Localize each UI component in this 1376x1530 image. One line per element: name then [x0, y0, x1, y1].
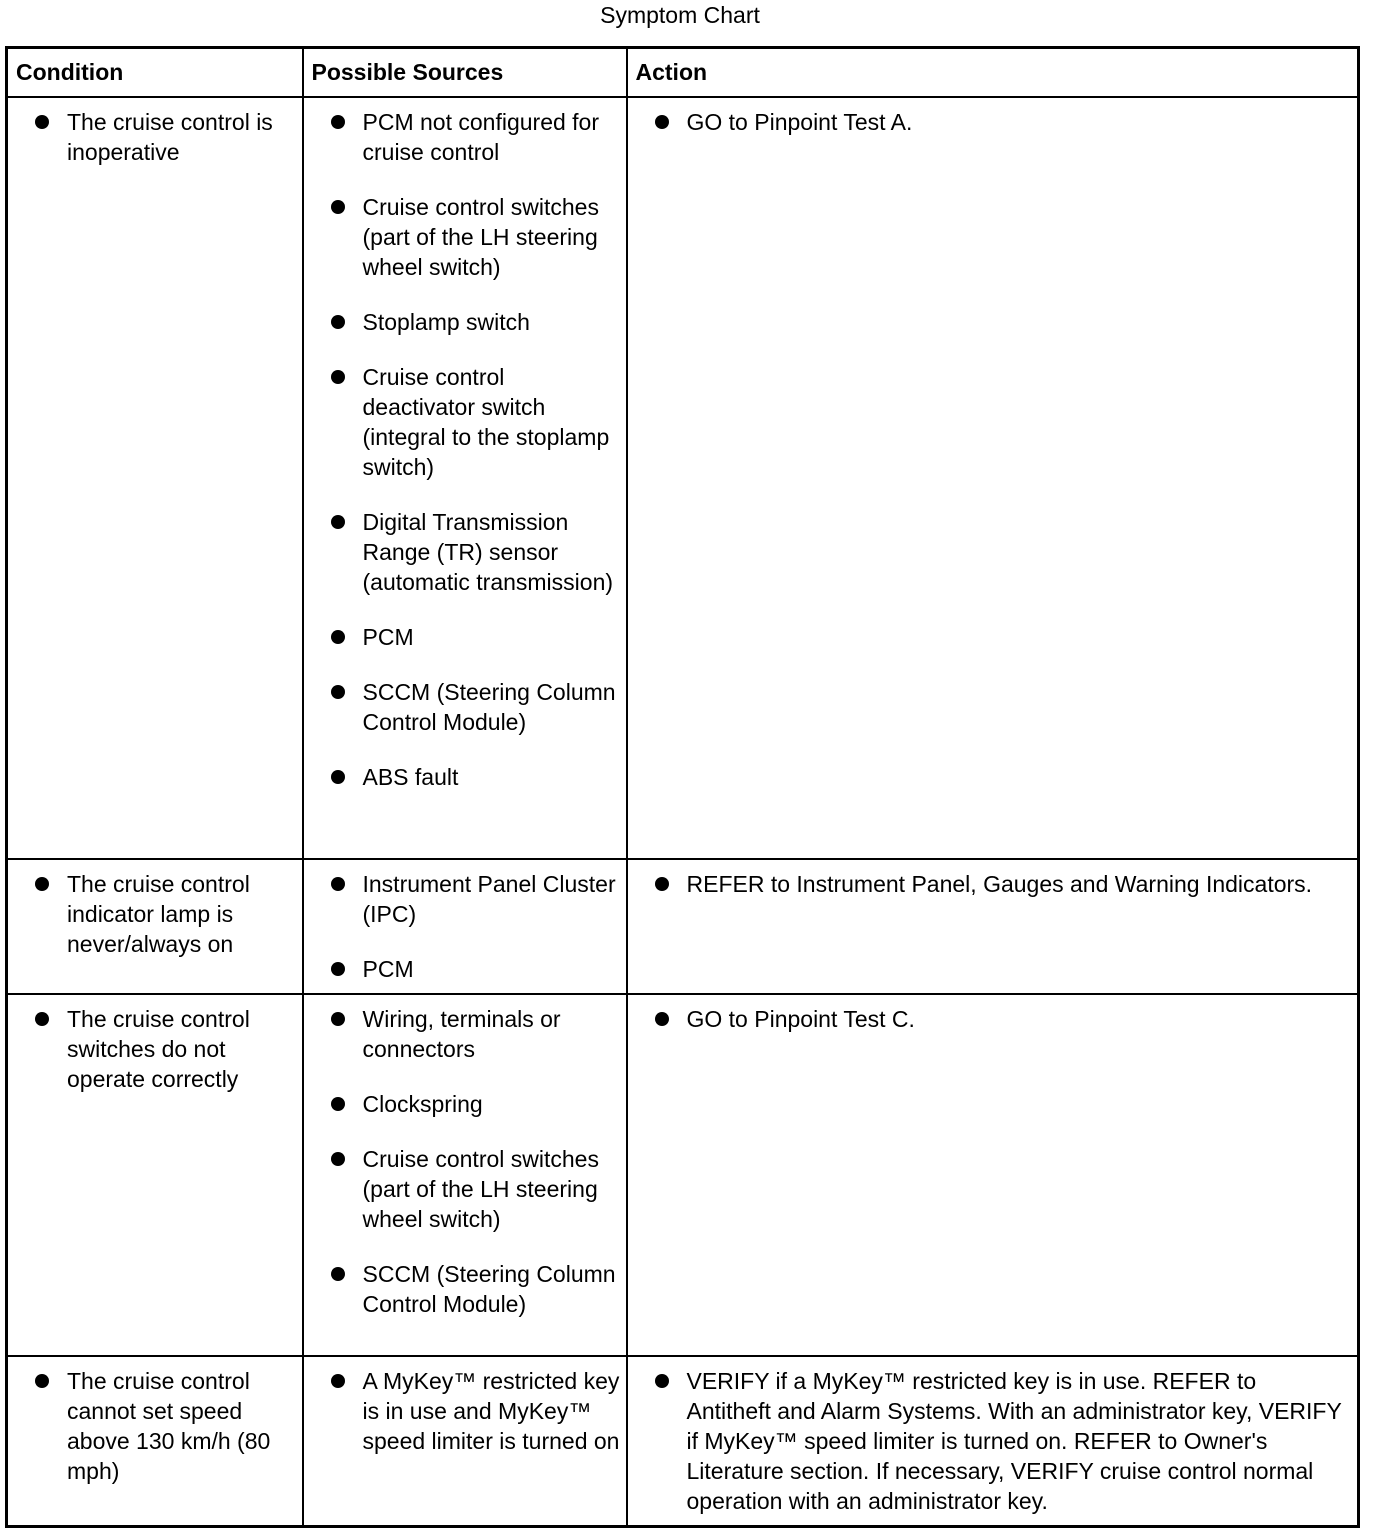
source-item: PCM: [304, 954, 626, 984]
bullet-icon: [655, 1374, 669, 1388]
bullet-icon: [331, 1152, 345, 1166]
source-item: ABS fault: [304, 762, 626, 792]
header-action: Action: [627, 48, 1359, 98]
bullet-icon: [35, 1374, 49, 1388]
header-row: [7, 48, 1359, 98]
condition-item: The cruise control is inoperative: [8, 107, 302, 167]
sources-cell: [303, 1356, 627, 1527]
table-row: [7, 1356, 1359, 1527]
sources-cell: [303, 994, 627, 1356]
bullet-icon: [35, 1012, 49, 1026]
condition-item: The cruise control switches do not operate correctly: [8, 1004, 302, 1094]
source-item: Stoplamp switch: [304, 307, 626, 337]
source-item: PCM not configured for cruise control: [304, 107, 626, 167]
condition-cell: [7, 1356, 303, 1527]
bullet-icon: [331, 630, 345, 644]
source-item: Wiring, terminals or connectors: [304, 1004, 626, 1064]
action-item: GO to Pinpoint Test A.: [628, 107, 1358, 137]
bullet-icon: [331, 370, 345, 384]
chart-title: Symptom Chart: [600, 2, 760, 28]
bullet-icon: [655, 877, 669, 891]
source-item: SCCM (Steering Column Control Module): [304, 1259, 626, 1319]
table-row: [7, 859, 1359, 994]
header-sources: Possible Sources: [303, 48, 627, 98]
condition-item: The cruise control cannot set speed above 130 km/h (80 mph): [8, 1366, 302, 1486]
bullet-icon: [35, 877, 49, 891]
action-cell: [627, 859, 1359, 994]
condition-item: The cruise control indicator lamp is never/always on: [8, 869, 302, 959]
source-item: Cruise control switches (part of the LH steering wheel switch): [304, 1144, 626, 1234]
table-row: [7, 97, 1359, 859]
bullet-icon: [331, 770, 345, 784]
bullet-icon: [331, 877, 345, 891]
bullet-icon: [331, 515, 345, 529]
action-item: GO to Pinpoint Test C.: [628, 1004, 1358, 1034]
action-cell: [627, 994, 1359, 1356]
source-item: Clockspring: [304, 1089, 626, 1119]
condition-cell: [7, 994, 303, 1356]
table-row: [7, 994, 1359, 1356]
bullet-icon: [331, 1012, 345, 1026]
bullet-icon: [331, 962, 345, 976]
condition-cell: [7, 97, 303, 859]
action-cell: [627, 1356, 1359, 1527]
bullet-icon: [331, 1374, 345, 1388]
action-cell: [627, 97, 1359, 859]
source-item: Cruise control switches (part of the LH steering wheel switch): [304, 192, 626, 282]
header-condition: Condition: [7, 48, 303, 98]
symptom-table: [5, 46, 1360, 1528]
bullet-icon: [331, 1097, 345, 1111]
source-item: SCCM (Steering Column Control Module): [304, 677, 626, 737]
bullet-icon: [331, 315, 345, 329]
source-item: Cruise control deactivator switch (integral to the stoplamp switch): [304, 362, 626, 482]
bullet-icon: [331, 685, 345, 699]
source-item: Digital Transmission Range (TR) sensor (automatic transmission): [304, 507, 626, 597]
bullet-icon: [331, 200, 345, 214]
sources-cell: [303, 97, 627, 859]
bullet-icon: [655, 1012, 669, 1026]
bullet-icon: [35, 115, 49, 129]
source-item: PCM: [304, 622, 626, 652]
action-item: VERIFY if a MyKey™ restricted key is in use. REFER to Antitheft and Alarm Systems. With an administrator key, VERIFY if MyKey™ speed limiter is turned on. REFER to Owner's Literature section. If necessary, VERIFY cruise control normal operation with an administrator key.: [628, 1366, 1358, 1516]
source-item: Instrument Panel Cluster (IPC): [304, 869, 626, 929]
source-item: A MyKey™ restricted key is in use and MyKey™ speed limiter is turned on: [304, 1366, 626, 1456]
bullet-icon: [655, 115, 669, 129]
condition-cell: [7, 859, 303, 994]
action-item: REFER to Instrument Panel, Gauges and Warning Indicators.: [628, 869, 1358, 899]
sources-cell: [303, 859, 627, 994]
bullet-icon: [331, 1267, 345, 1281]
bullet-icon: [331, 115, 345, 129]
